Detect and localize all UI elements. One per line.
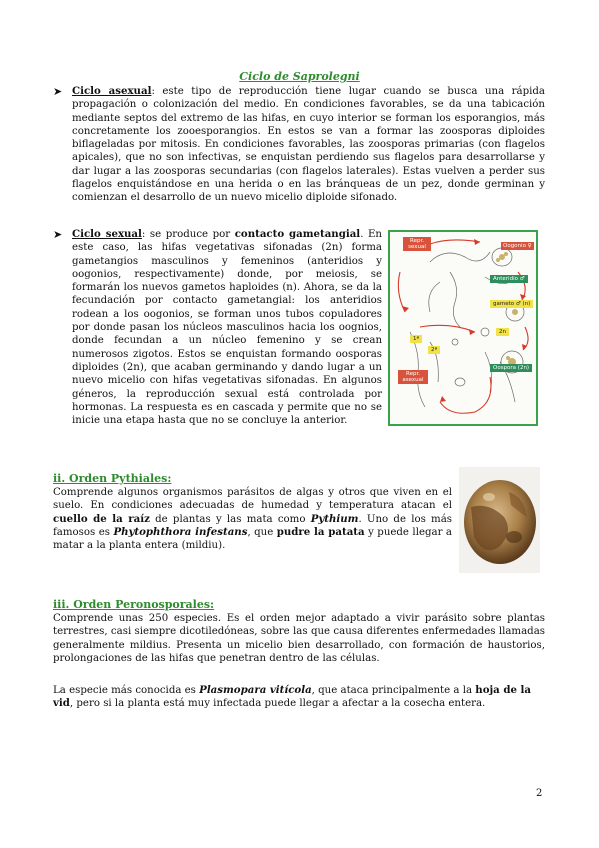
pythiales-text-1: Comprende algunos organismos parásitos de algas y otros que viven en el suelo. En condiciones adecuadas de humedad y temperatura atacan el — [53, 487, 452, 512]
asexual-text: : este tipo de reproducción tiene lugar cuando se busca una rápida propagación o colonización del medio. En condiciones favorables, se da una tabicación mediante septos del extremo de las hifas, en cuyo interior se forman los esporangios, más concretamente los zooesporangios. En estos se van a formar las zoosporas diploides biflageladas por mitosis. En condiciones favorables, las zoosporas primarias (con flagelos apicales), que no son infectivas, se enquistan perdiendo sus flagelos para desarrollarse y dar lugar a las zoosporas secundarias (con flagelos laterales). Estas vuelven a perder sus flagelos enquistándose en una herida o en las bránqueas de un pez, donde germinan y comienzan el desarrollo de un nuevo micelio diploide sifonado. — [72, 86, 545, 204]
page-number: 2 — [536, 788, 543, 799]
oogonio-label: Oogonio ♀ — [503, 243, 532, 249]
pythiales-bold-1: cuello de la raíz — [53, 512, 150, 525]
section-title: Ciclo de Saprolegni — [239, 70, 360, 83]
asexual-paragraph — [72, 85, 545, 205]
peronosporales-text-2: La especie más conocida es — [53, 685, 200, 696]
pythiales-text-3: . Uno de los más famosos es — [53, 513, 452, 538]
peronosporales-text-3: , que ataca principalmente a la — [311, 685, 476, 696]
pythium-name: Pythium — [310, 512, 359, 525]
peronosporales-paragraph-2 — [53, 684, 545, 711]
saprolegnia-life-cycle-figure — [388, 230, 538, 426]
anteridio-label: Anteridio ♂ — [490, 275, 528, 283]
sexual-bold: contacto gametangial — [234, 228, 361, 240]
peronosporales-text-1: Comprende unas 250 especies. Es el orden mejor adaptado a vivir parásito sobre plantas terrestres, casi siempre dicotiledóneas, sobre las que causa diferentes enfermedades llamadas generalmente mildius. Presenta un micelio bien desarrollado, con formación de haustorios, prolongaciones de las hifas que penetran dentro de las células. — [53, 613, 545, 664]
sexual-label: Ciclo sexual — [72, 228, 142, 240]
gameto-label: gameto ♂ (n) — [490, 300, 533, 308]
peronosporales-bold-1: hoja de la vid — [53, 684, 531, 710]
peronosporales-text-4: , pero si la planta está muy infectada puede llegar a afectar a la cosecha entera. — [69, 698, 486, 710]
sexual-paragraph — [72, 228, 382, 427]
pythiales-heading: ii. Orden Pythiales: — [53, 472, 172, 485]
two-n-label: 2n — [496, 328, 509, 336]
oospora-label: Oospora (2n) — [490, 364, 532, 372]
peronosporales-paragraph-1 — [53, 612, 545, 665]
first-stage-label: 1ª — [410, 335, 422, 343]
bullet-arrow-icon: ➤ — [53, 85, 63, 98]
potato-drawing — [459, 467, 540, 573]
peronosporales-heading: iii. Orden Peronosporales: — [53, 598, 215, 611]
sexual-text: . En este caso, las hifas vegetativas sifonadas (2n) forma gametangios masculinos y femeninos (anteridios y oogonios, respectivamente) donde, por meiosis, se formarán los nuevos gametos haploides (n). Ahora, se da la fecundación por contacto gametangial: los anteridios rodean a los oogonios, se forman unos tubos copuladores por donde pasan los núcleos masculinos hacia los oognios, donde fecundan a un núcleo femenino y se crean numerosos zigotos. Estos se enquistan formando oosporas diploides (2n), que acaban germinando y dando lugar a un nuevo micelio con hifas vegetativas sifonadas. En algunos géneros, la reproducción sexual está controlada por hormonas. La respuesta es en cascada y permite que no se inicie una etapa hasta que no se concluye la anterior. — [72, 229, 382, 427]
repr-sexual-label: Repr. sexual — [403, 237, 431, 251]
phytophthora-name: Phytophthora infestans — [113, 525, 248, 538]
pythiales-text-2: de plantas y las mata como — [149, 513, 311, 525]
bullet-arrow-icon: ➤ — [53, 228, 63, 241]
asexual-label: Ciclo asexual — [72, 85, 152, 97]
pythiales-paragraph — [53, 486, 452, 552]
plasmopara-name: Plasmopara vitícola — [199, 684, 312, 696]
pythiales-text-5: y puede llegar a matar a la planta entera (mildiu). — [53, 526, 452, 552]
sexual-intro: : se produce por — [141, 229, 235, 240]
pythiales-bold-2: pudre la patata — [276, 525, 365, 538]
second-stage-label: 2ª — [428, 346, 440, 354]
rotten-potato-image — [459, 467, 540, 573]
life-cycle-drawing — [390, 232, 536, 424]
repr-asexual-label: Repr. asexual — [398, 370, 428, 384]
pythiales-text-4: , que — [247, 526, 277, 538]
